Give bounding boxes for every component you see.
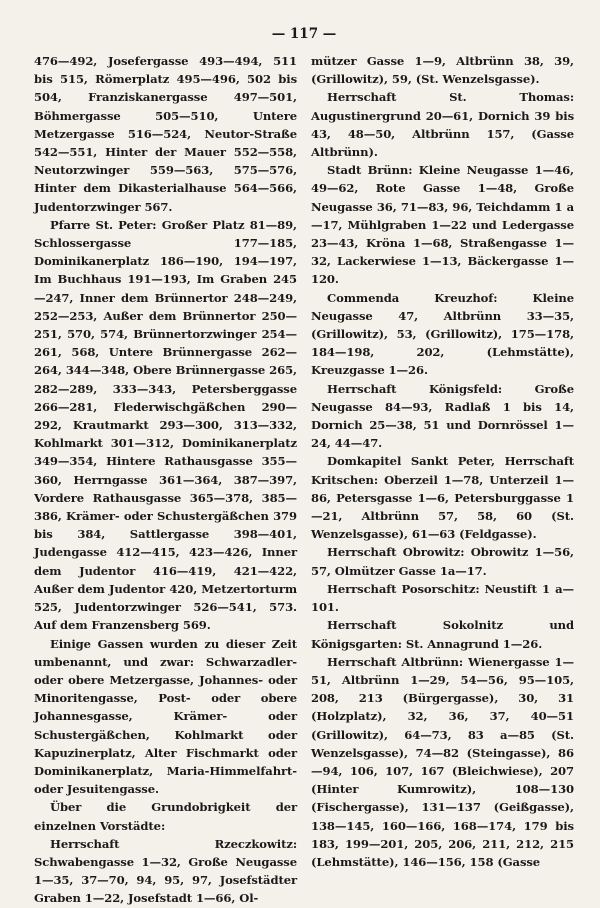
paragraph: 476—492, Josefergasse 493—494, 511 bis 515, Römerplatz 495—496, 502 bis 504, Franziskanergasse 497—501, Böhmergasse 505—510, Untere Metzergasse 516—524, Neutor-Straße 542—551, Hinter der Mauer 552—558, Neutorzwinger 559—563, 575—576, Hinter dem Dikasterialhause 564—566, Judentorzwinger 567. bbox=[34, 54, 297, 214]
paragraph: mützer Gasse 1—9, Altbrünn 38, 39, (Grillowitz), 59, (St. Wenzelsgasse). bbox=[311, 54, 574, 87]
paragraph: Stadt Brünn: Kleine Neugasse 1—46, 49—62, Rote Gasse 1—48, Große Neugasse 36, 71—83, 96, Teichdamm 1 a—17, Mühlgraben 1—22 und Ledergasse 23—43, Kröna 1—68, Straßengasse 1—32, Lackerwiese 1—13, Bäckergasse 1—120. bbox=[311, 163, 574, 287]
paragraph: Herrschaft Rzeczkowitz: Schwabengasse 1—32, Große Neugasse 1—35, 37—70, 94, 95, 97, Josefstädter Graben 1—22, Josefstadt 1—66, Ol- bbox=[34, 836, 297, 906]
paragraph: Herrschaft Altbrünn: Wienergasse 1—51, Altbrünn 1—29, 54—56, 95—105, 208, 213 (Bürgergasse), 30, 31 (Holzplatz), 32, 36, 37, 40—51 (Grillowitz), 64—73, 83 a—85 (St. Wenzelsgasse), 74—82 (Steingasse), 86—94, 106, 107, 167 (Bleichwiese), 207 (Hinter Kumrowitz), 108—130 (Fischergasse), 131—137 (Geißgasse), 138—145, 160—166, 168—174, 179 bis 183, 199—201, 205, 206, 211, 212, 215 (Lehmstätte), 146—156, 158 (Gasse bbox=[311, 654, 574, 869]
paragraph: Herrschaft Obrowitz: Obrowitz 1—56, 57, Olmützer Gasse 1a—17. bbox=[311, 545, 574, 578]
paragraph: Herrschaft Königsfeld: Große Neugasse 84—93, Radlaß 1 bis 14, Dornich 25—38, 51 und Dornrössel 1—24, 44—47. bbox=[311, 381, 574, 451]
page-number: — 117 — bbox=[271, 26, 337, 42]
right-column bbox=[311, 52, 574, 908]
paragraph: Über die Grundobrigkeit der einzelnen Vorstädte: bbox=[34, 800, 297, 833]
paragraph: Commenda Kreuzhof: Kleine Neugasse 47, Altbrünn 33—35, (Grillowitz), 53, (Grillowitz), 175—178, 184—198, 202, (Lehmstätte), Kreuzgasse 1—26. bbox=[311, 290, 574, 378]
paragraph: Herrschaft St. Thomas: Augustinergrund 20—61, Dornich 39 bis 43, 48—50, Altbrünn 157, (Gasse Altbrünn). bbox=[311, 90, 574, 160]
paragraph: Pfarre St. Peter: Großer Platz 81—89, Schlossergasse 177—185, Dominikanerplatz 186—190, 194—197, Im Buchhaus 191—193, Im Graben 245—247, Inner dem Brünnertor 248—249, 252—253, Außer dem Brünnertor 250—251, 570, 574, Brünnertorzwinger 254—261, 568, Untere Brünnergasse 262—264, 344—348, Obere Brünnergasse 265, 282—289, 333—343, Petersberggasse 266—281, Flederwischgäßchen 290—292, Krautmarkt 293—300, 313—332, Kohlmarkt 301—312, Dominikanerplatz 349—354, Hintere Rathausgasse 355—360, Herrngasse 361—364, 387—397, Vordere Rathausgasse 365—378, 385—386, Krämer- oder Schustergäßchen 379 bis 384, Sattlergasse 398—401, Judengasse 412—415, 423—426, Inner dem Judentor 416—419, 421—422, Außer dem Judentor 420, Metzertorturm 525, Judentorzwinger 526—541, 573. Auf dem Franzensberg 569. bbox=[34, 217, 297, 633]
paragraph: Domkapitel Sankt Peter, Herrschaft Kritschen: Oberzeil 1—78, Unterzeil 1—86, Petersgasse 1—6, Petersburggasse 1—21, Altbrünn 57, 58, 60 (St. Wenzelsgasse), 61—63 (Feldgasse). bbox=[311, 454, 574, 542]
text-columns bbox=[34, 52, 574, 908]
left-column bbox=[34, 52, 297, 908]
paragraph: Herrschaft Posorschitz: Neustift 1 a—101. bbox=[311, 581, 574, 615]
paragraph: Einige Gassen wurden zu dieser Zeit umbenannt, und zwar: Schwarzadler- oder obere Metzergasse, Johannes- oder Minoritengasse, Post- oder obere Johannesgasse, Krämer- oder Schustergäßchen, Kohlmarkt oder Kapuzinerplatz, Alter Fischmarkt oder Dominikanerplatz, Maria-Himmelfahrt- oder Jesuitengasse. bbox=[34, 636, 297, 797]
paragraph: Herrschaft Sokolnitz und Königsgarten: St. Annagrund 1—26. bbox=[311, 618, 574, 651]
